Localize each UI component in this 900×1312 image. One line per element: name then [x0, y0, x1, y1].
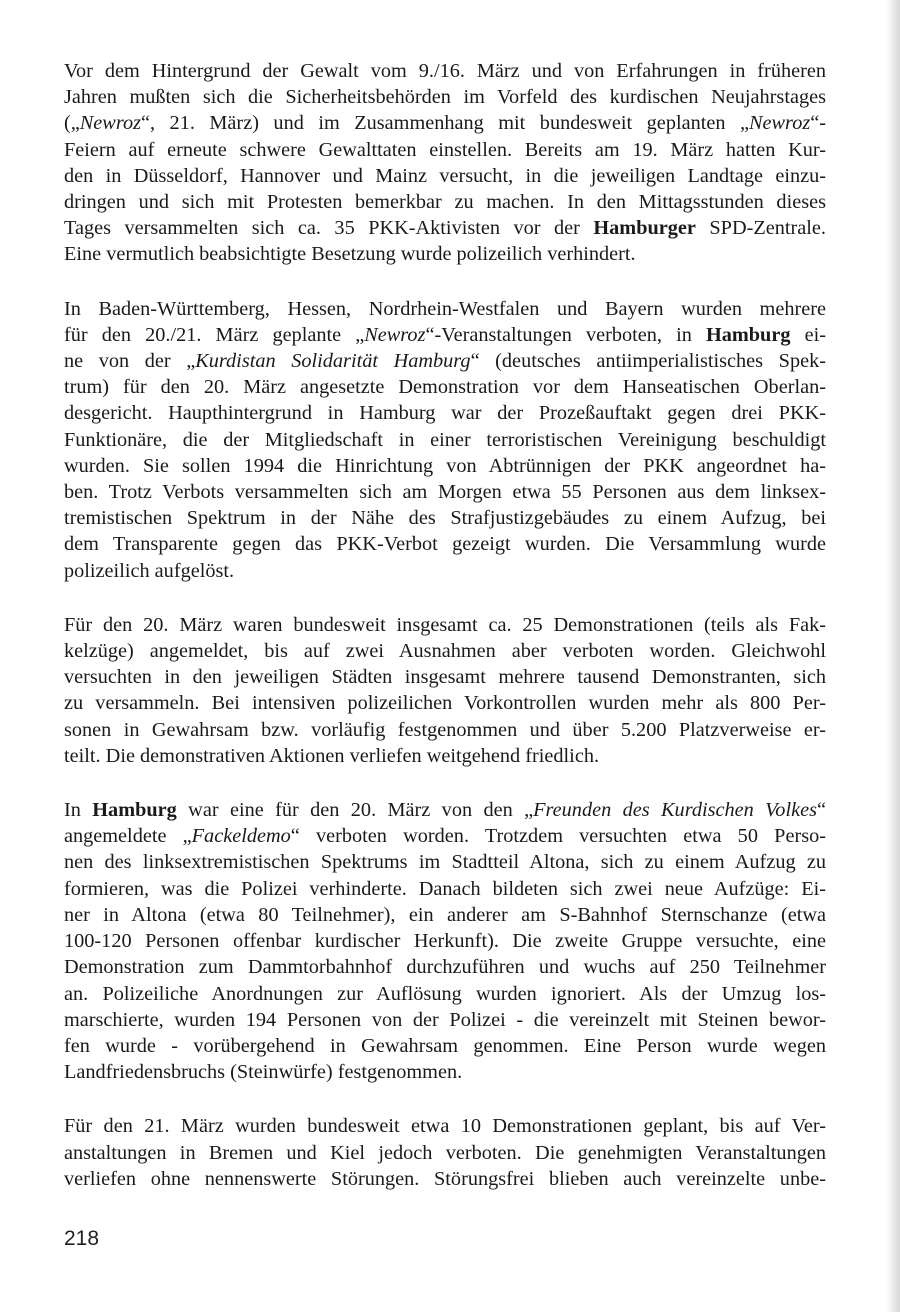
text-run: angemeldete „: [64, 825, 192, 848]
italic-term: Kurdistan Solidarität Hamburg: [195, 350, 471, 373]
text-run: “: [816, 799, 826, 822]
text-run: versuchten in den jeweiligen Städten insgesamt mehrere tausend Demonstranten, sich: [64, 666, 826, 689]
text-line: [64, 1166, 826, 1192]
text-line: [64, 1007, 826, 1033]
text-line: [64, 110, 826, 136]
text-run: kelzüge) angemeldet, bis auf zwei Ausnahmen aber verboten worden. Gleichwohl: [64, 640, 826, 663]
italic-term: Fackeldemo: [191, 825, 291, 848]
bold-place-name: Hamburg: [92, 799, 177, 822]
text-run: Für den 20. März waren bundesweit insgesamt ca. 25 Demonstrationen (teils als Fak-: [64, 613, 826, 636]
text-run: Für den 21. März wurden bundesweit etwa 10 Demonstrationen geplant, bis auf Ver-: [64, 1115, 826, 1138]
text-line: [64, 84, 826, 110]
text-run: fen wurde - vorübergehend in Gewahrsam genommen. Eine Person wurde wegen: [64, 1034, 826, 1057]
italic-term: Freunden des Kurdischen Volkes: [533, 799, 817, 822]
text-run: 100-120 Personen offenbar kurdischer Herkunft). Die zweite Gruppe versuchte, eine: [64, 930, 826, 953]
document-body: [64, 58, 826, 1220]
text-run: Feiern auf erneute schwere Gewalttaten einstellen. Bereits am 19. März hatten Kur-: [64, 138, 826, 161]
text-run: Eine vermutlich beabsichtigte Besetzung wurde polizeilich verhindert.: [64, 243, 636, 266]
text-run: dem Transparente gegen das PKK-Verbot gezeigt wurden. Die Versammlung wurde: [64, 533, 826, 556]
text-run: ei-: [790, 323, 826, 346]
text-line: [64, 690, 826, 716]
text-run: teilt. Die demonstrativen Aktionen verliefen weitgehend friedlich.: [64, 744, 600, 767]
text-line: [64, 664, 826, 690]
text-run: Vor dem Hintergrund der Gewalt vom 9./16. März und von Erfahrungen in früheren: [64, 60, 826, 82]
text-line: [64, 505, 826, 531]
text-run: wurden. Sie sollen 1994 die Hinrichtung von Abtrünnigen der PKK angeordnet ha-: [64, 454, 826, 477]
text-line: [64, 954, 826, 980]
text-run: Demonstration zum Dammtorbahnhof durchzuführen und wuchs auf 250 Teilnehmer: [64, 956, 826, 979]
text-run: den in Düsseldorf, Hannover und Mainz versucht, in die jeweiligen Landtage einzu-: [64, 164, 826, 187]
page-edge-shadow: [886, 0, 900, 1312]
text-line: [64, 1113, 826, 1139]
text-line: [64, 322, 826, 348]
paragraph-4: [64, 797, 826, 1085]
text-line: [64, 137, 826, 163]
text-line: [64, 1059, 826, 1085]
text-line: [64, 479, 826, 505]
text-run: ben. Trotz Verbots versammelten sich am Morgen etwa 55 Personen aus dem linksex-: [64, 481, 826, 504]
text-line: [64, 163, 826, 189]
text-run: ner in Altona (etwa 80 Teilnehmer), ein anderer am S-Bahnhof Sternschanze (etwa: [64, 903, 826, 926]
text-line: [64, 558, 826, 584]
paragraph-5: [64, 1113, 826, 1192]
text-run: In Baden-Württemberg, Hessen, Nordrhein-Westfalen und Bayern wurden mehrere: [64, 297, 826, 320]
text-run: („: [64, 112, 80, 135]
text-run: marschierte, wurden 194 Personen von der Polizei - die vereinzelt mit Steinen bewor-: [64, 1008, 826, 1031]
text-line: [64, 189, 826, 215]
text-line: [64, 348, 826, 374]
text-run: zu versammeln. Bei intensiven polizeilichen Vorkontrollen wurden mehr als 800 Per-: [64, 692, 826, 715]
text-run: für den 20./21. März geplante „: [64, 323, 365, 346]
text-line: [64, 902, 826, 928]
text-run: “, 21. März) und im Zusammenhang mit bundesweit geplanten „: [141, 112, 749, 135]
text-line: [64, 58, 826, 84]
text-run: polizeilich aufgelöst.: [64, 559, 235, 582]
text-run: trum) für den 20. März angesetzte Demonstration vor dem Hanseatischen Oberlan-: [64, 376, 826, 399]
text-line: [64, 531, 826, 557]
text-line: [64, 241, 826, 267]
text-run: Funktionäre, die der Mitgliedschaft in einer terroristischen Vereinigung beschuldigt: [64, 428, 826, 451]
text-line: [64, 928, 826, 954]
text-run: “ (deutsches antiimperialistisches Spek-: [470, 350, 826, 373]
text-line: [64, 638, 826, 664]
text-run: tremistischen Spektrum in der Nähe des Strafjustizgebäudes zu einem Aufzug, bei: [64, 507, 826, 530]
text-run: formieren, was die Polizei verhinderte. Danach bildeten sich zwei neue Aufzüge: Ei-: [64, 877, 826, 900]
italic-term: Newroz: [749, 112, 811, 135]
text-line: [64, 427, 826, 453]
paragraph-2: [64, 296, 826, 584]
text-line: [64, 743, 826, 769]
text-line: [64, 296, 826, 322]
text-run: ne von der „: [64, 350, 196, 373]
text-line: [64, 717, 826, 743]
text-line: [64, 1033, 826, 1059]
text-line: [64, 612, 826, 638]
italic-term: Newroz: [79, 112, 141, 135]
text-run: an. Polizeiliche Anordnungen zur Auflösung wurden ignoriert. Als der Umzug los-: [64, 982, 826, 1005]
text-line: [64, 215, 826, 241]
text-run: Landfriedensbruchs (Steinwürfe) festgenommen.: [64, 1061, 463, 1084]
text-line: [64, 1140, 826, 1166]
text-line: [64, 981, 826, 1007]
text-run: Tages versammelten sich ca. 35 PKK-Aktivisten vor der: [64, 217, 594, 240]
text-run: war eine für den 20. März von den „: [176, 799, 534, 822]
text-line: [64, 453, 826, 479]
text-run: “-: [810, 112, 826, 135]
text-run: verliefen ohne nennenswerte Störungen. Störungsfrei blieben auch vereinzelte unbe-: [64, 1167, 826, 1190]
text-run: Jahren mußten sich die Sicherheitsbehörden im Vorfeld des kurdischen Neujahrstages: [64, 86, 826, 109]
bold-place-name: Hamburg: [705, 323, 791, 346]
page-number: 218: [64, 1227, 100, 1250]
italic-term: Newroz: [364, 323, 426, 346]
paragraph-1: [64, 58, 826, 268]
text-line: [64, 823, 826, 849]
text-run: desgericht. Haupthintergrund in Hamburg war der Prozeßauftakt gegen drei PKK-: [64, 402, 826, 425]
text-line: [64, 797, 826, 823]
text-line: [64, 849, 826, 875]
text-run: In: [64, 799, 93, 822]
text-run: “-Veranstaltungen verboten, in: [425, 323, 706, 346]
text-run: “ verboten worden. Trotzdem versuchten etwa 50 Perso-: [290, 825, 826, 848]
text-run: dringen und sich mit Protesten bemerkbar zu machen. In den Mittagsstunden dieses: [64, 191, 826, 214]
text-run: nen des linksextremistischen Spektrums im Stadtteil Altona, sich zu einem Aufzug zu: [64, 851, 826, 874]
paragraph-3: [64, 612, 826, 769]
text-run: anstaltungen in Bremen und Kiel jedoch verboten. Die genehmigten Veranstaltungen: [64, 1141, 826, 1164]
text-line: [64, 374, 826, 400]
text-run: SPD-Zentrale.: [695, 217, 826, 240]
text-line: [64, 876, 826, 902]
bold-place-name: Hamburger: [593, 217, 696, 240]
text-line: [64, 400, 826, 426]
text-run: sonen in Gewahrsam bzw. vorläufig festgenommen und über 5.200 Platzverweise er-: [64, 718, 826, 741]
